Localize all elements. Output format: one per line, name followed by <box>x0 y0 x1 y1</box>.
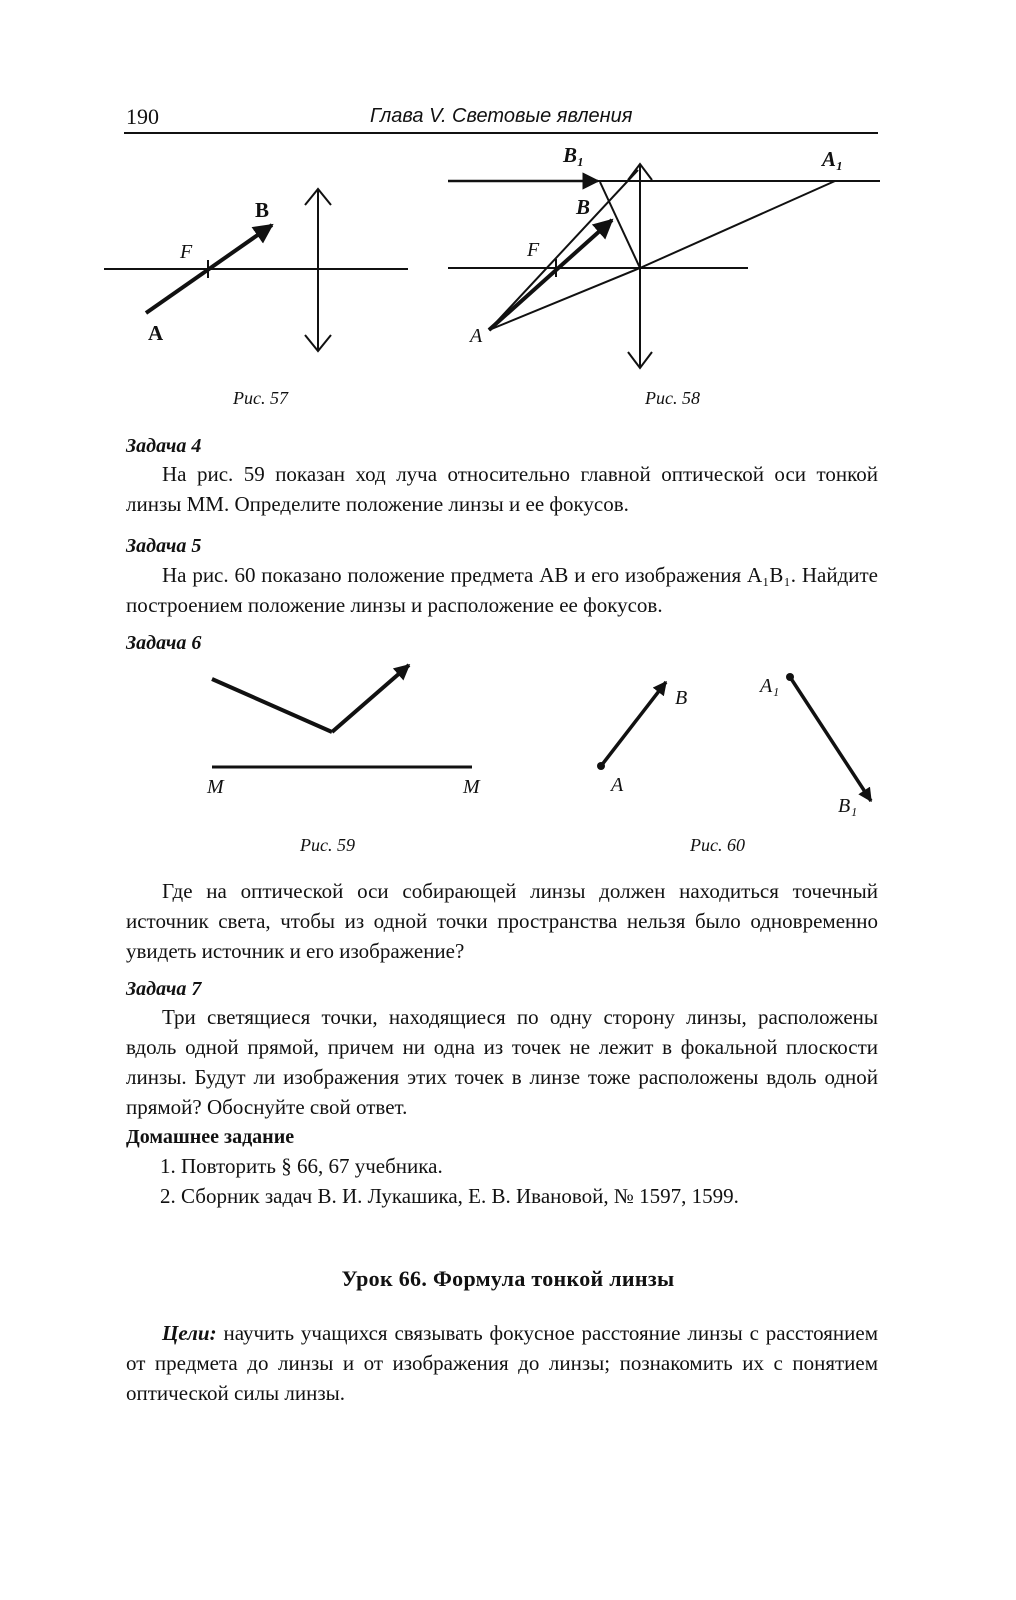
task4-text <box>126 459 878 519</box>
fig60-diagram <box>597 673 871 855</box>
fig58-label-f: F <box>527 239 540 261</box>
fig58-ray-center-a1 <box>640 181 835 268</box>
fig60-image-a1b1 <box>790 677 871 801</box>
fig60-label-b: B <box>675 687 688 709</box>
fig57-label-f: F <box>180 241 193 263</box>
fig60-label-a: A <box>611 774 624 796</box>
fig58-diagram <box>448 143 880 408</box>
fig59-diagram <box>206 665 481 855</box>
fig58-label-b: B <box>576 195 591 219</box>
fig57-diagram <box>104 189 408 408</box>
fig59-outgoing-ray <box>332 665 409 732</box>
fig59-incident-ray <box>212 679 332 732</box>
task5-title: Задача 5 <box>126 535 202 557</box>
fig58-label-a: A <box>470 325 483 347</box>
task5-text <box>126 560 878 620</box>
fig59-label-m-right: M <box>463 776 480 798</box>
fig60-label-a1: A₁ <box>760 675 780 697</box>
fig57-caption: Рис. 57 <box>233 388 288 408</box>
fig57-label-b: B <box>255 198 270 222</box>
task6-text <box>126 876 878 966</box>
task4-title: Задача 4 <box>126 435 202 457</box>
fig58-label-b1: B₁ <box>563 143 585 167</box>
task7-title: Задача 7 <box>126 978 202 1000</box>
task4-text-body: На рис. 59 показан ход луча относительно главной оптической оси тонкой линзы MM. Определите положение линзы и ее фокусов. <box>126 462 878 516</box>
homework-item-1: 1. Повторить § 66, 67 учебника. <box>160 1154 443 1178</box>
lesson-goals <box>126 1318 878 1408</box>
fig58-ray-a-center <box>489 268 640 330</box>
fig58-label-a1: A₁ <box>822 147 844 171</box>
lesson-title: Урок 66. Формула тонкой линзы <box>341 1266 675 1291</box>
fig60-label-b1: B₁ <box>838 795 858 817</box>
homework-item-2: 2. Сборник задач В. И. Лукашика, Е. В. Ивановой, № 1597, 1599. <box>160 1184 739 1208</box>
homework-title: Домашнее задание <box>126 1126 295 1148</box>
fig60-caption: Рис. 60 <box>690 835 745 855</box>
fig60-object-ab <box>601 682 666 766</box>
task5-text-body: На рис. 60 показано положение предмета AB и его изображения A₁B₁. Найдите построением положение линзы и расположение ее фокусов. <box>126 563 878 617</box>
task6-title: Задача 6 <box>126 632 202 654</box>
fig58-object-arrow <box>489 220 612 330</box>
figures-57-58 <box>0 0 1016 420</box>
task7-text-body: Три светящиеся точки, находящиеся по одну сторону линзы, расположены вдоль одной прямой, причем ни одна из точек не лежит в фокальной плоскости линзы. Будут ли изображения этих точек в линзе тоже расположены вдоль одной прямой? Обоснуйте свой ответ. <box>126 1005 878 1119</box>
figures-59-60 <box>0 650 1016 860</box>
lesson-goals-label: Цели: <box>162 1321 217 1345</box>
fig59-caption: Рис. 59 <box>300 835 355 855</box>
task6-text-body: Где на оптической оси собирающей линзы должен находиться точечный источник света, чтобы из одной точки пространства нельзя было одновременно увидеть источник и его изображение? <box>126 879 878 963</box>
page-number: 190 <box>126 104 159 129</box>
chapter-title: Глава V. Световые явления <box>370 105 633 127</box>
lesson-goals-text: научить учащихся связывать фокусное расстояние линзы с расстоянием от предмета до линзы и от изображения до линзы; познакомить их с понятием оптической силы линзы. <box>126 1321 879 1405</box>
fig57-label-a: A <box>148 321 164 345</box>
fig58-caption: Рис. 58 <box>645 388 700 408</box>
fig58-ray-a-lens <box>489 170 638 330</box>
fig59-label-m-left: M <box>207 776 224 798</box>
task7-text <box>126 1002 878 1122</box>
